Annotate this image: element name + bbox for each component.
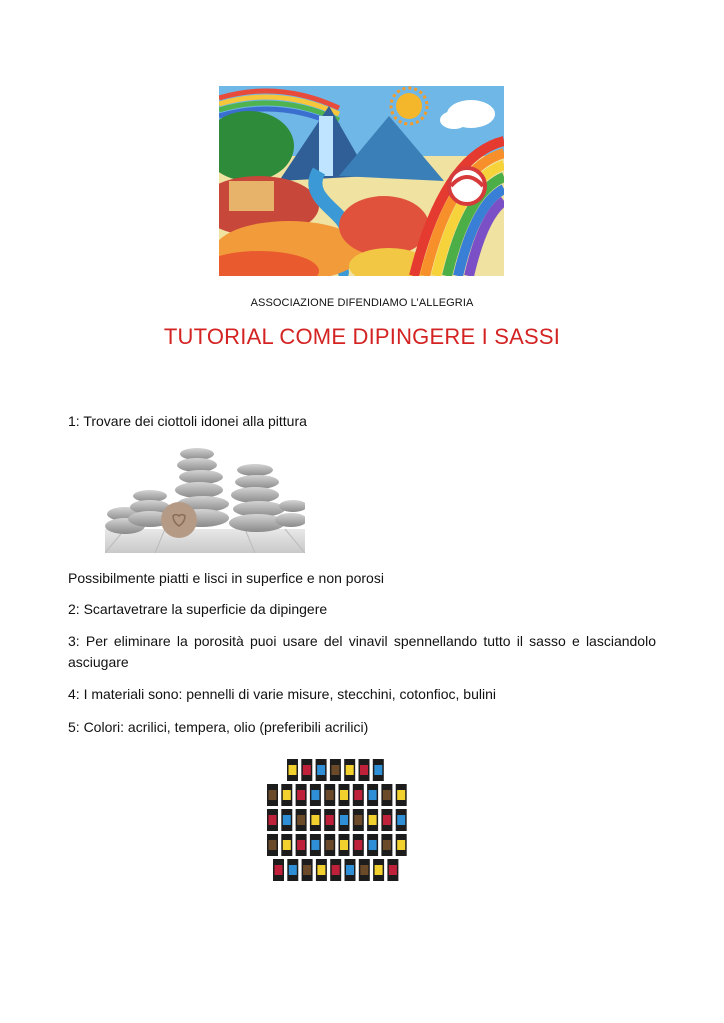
paint-tube-color [340,840,348,850]
paint-tube-color [383,840,391,850]
paint-tube-color [397,815,405,825]
step-2-text: 2: Scartavetrare la superficie da dipingere [68,601,328,617]
paint-tube-color [354,840,362,850]
step-5-text: 5: Colori: acrilici, tempera, olio (preferibili acrilici) [68,719,369,735]
paint-tube-color [369,790,377,800]
paint-tube-color [360,865,368,875]
step-1-text: 1: Trovare dei ciottoli idonei alla pittura [68,413,307,429]
paint-tube-color [346,765,354,775]
paint-tube-color [311,815,319,825]
paint-tube-color [297,840,305,850]
page-title: TUTORIAL COME DIPINGERE I SASSI [163,324,561,349]
paint-tube-color [289,865,297,875]
paint-tube-color [340,815,348,825]
paint-tube-color [303,765,311,775]
paint-tube-color [383,790,391,800]
paint-tube-color [397,840,405,850]
paint-tube-color [297,815,305,825]
paint-tube-color [283,840,291,850]
stacked-stones-image [105,444,305,553]
association-name: ASSOCIAZIONE DIFENDIAMO L’ALLEGRIA [250,297,474,309]
paint-tube-color [331,765,339,775]
paint-tube-color [346,865,354,875]
paint-tube-color [332,865,340,875]
paint-tube-color [269,790,277,800]
header-painting-image [219,86,504,276]
paint-tube-color [326,840,334,850]
note-text: Possibilmente piatti e lisci in superfice e non porosi [68,570,384,586]
paint-tube-color [311,790,319,800]
paint-tube-color [297,790,305,800]
paint-tube-color [340,790,348,800]
paint-tube-color [283,790,291,800]
paint-tube-color [269,815,277,825]
paint-tube-color [326,815,334,825]
paint-tube-color [375,865,383,875]
paint-tube-color [374,765,382,775]
paint-tube-color [360,765,368,775]
step-3-text: 3: Per eliminare la porosità puoi usare del vinavil spennellando tutto il sasso e lasciandolo asciugare [68,633,656,670]
paint-tube-color [369,815,377,825]
paint-tube-color [303,865,311,875]
paint-tube-color [354,815,362,825]
paint-tube-color [317,865,325,875]
paint-tube-color [275,865,283,875]
paint-tube-color [354,790,362,800]
paint-tube-color [311,840,319,850]
paint-tube-color [289,765,297,775]
paint-tube-color [269,840,277,850]
paint-tube-color [369,840,377,850]
paint-tube-color [397,790,405,800]
step-4-text: 4: I materiali sono: pennelli di varie misure, stecchini, cotonfioc, bulini [68,686,496,702]
paint-tubes-image [264,757,414,884]
paint-tube-color [283,815,291,825]
paint-tube-color [326,790,334,800]
paint-tube-color [383,815,391,825]
paint-tube-color [317,765,325,775]
paint-tube-color [389,865,397,875]
